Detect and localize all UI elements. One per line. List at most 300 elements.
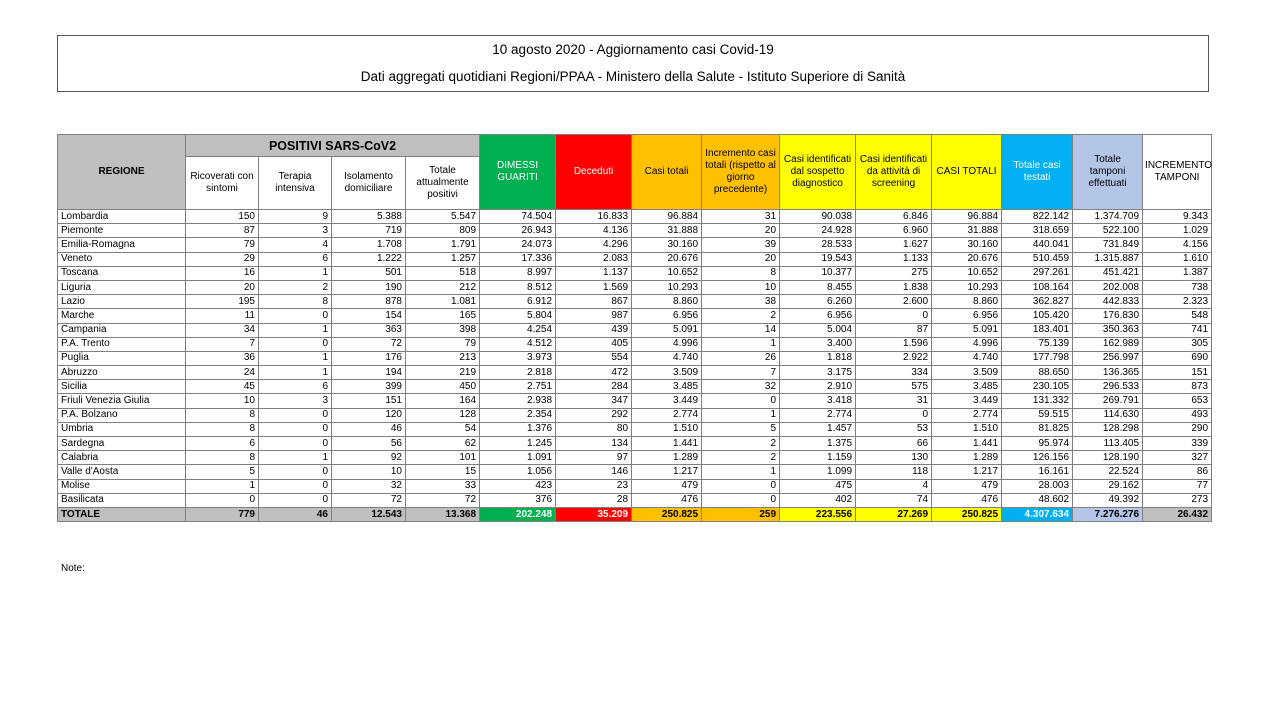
cell-sospetto: 8.455 bbox=[780, 280, 856, 294]
cell-casi-totali-2: 1.289 bbox=[932, 451, 1002, 465]
cell-sospetto: 3.400 bbox=[780, 337, 856, 351]
covid-data-table bbox=[57, 134, 1212, 522]
cell-isolamento: 10 bbox=[332, 465, 406, 479]
cell-incremento-tamponi: 548 bbox=[1143, 309, 1212, 323]
report-header bbox=[57, 35, 1209, 92]
cell-casi-totali: 476 bbox=[632, 493, 702, 507]
cell-terapia: 0 bbox=[259, 493, 332, 507]
cell-ricoverati: 5 bbox=[186, 465, 259, 479]
cell-totale-positivi: 72 bbox=[406, 493, 480, 507]
cell-casi-totali: 4.740 bbox=[632, 351, 702, 365]
total-totale-positivi: 13.368 bbox=[406, 507, 480, 521]
cell-isolamento: 878 bbox=[332, 295, 406, 309]
cell-sospetto: 2.774 bbox=[780, 408, 856, 422]
table-row bbox=[58, 238, 1212, 252]
cell-screening: 1.133 bbox=[856, 252, 932, 266]
cell-testati: 822.142 bbox=[1002, 210, 1073, 224]
total-testati: 4.307.634 bbox=[1002, 507, 1073, 521]
cell-tamponi: 256.997 bbox=[1073, 351, 1143, 365]
header-ricoverati: Ricoverati con sintomi bbox=[186, 157, 259, 210]
cell-incremento-casi: 8 bbox=[702, 266, 780, 280]
cell-casi-totali-2: 6.956 bbox=[932, 309, 1002, 323]
table-row bbox=[58, 493, 1212, 507]
cell-isolamento: 120 bbox=[332, 408, 406, 422]
cell-region: Emilia-Romagna bbox=[58, 238, 186, 252]
cell-casi-totali-2: 1.441 bbox=[932, 437, 1002, 451]
cell-terapia: 1 bbox=[259, 266, 332, 280]
table-row bbox=[58, 366, 1212, 380]
cell-region: Lazio bbox=[58, 295, 186, 309]
cell-isolamento: 363 bbox=[332, 323, 406, 337]
cell-dimessi: 4.254 bbox=[480, 323, 556, 337]
cell-sospetto: 3.175 bbox=[780, 366, 856, 380]
cell-terapia: 0 bbox=[259, 408, 332, 422]
cell-deceduti: 472 bbox=[556, 366, 632, 380]
cell-casi-totali: 4.996 bbox=[632, 337, 702, 351]
cell-casi-totali: 3.449 bbox=[632, 394, 702, 408]
cell-deceduti: 2.083 bbox=[556, 252, 632, 266]
cell-tamponi: 296.533 bbox=[1073, 380, 1143, 394]
cell-casi-totali: 5.091 bbox=[632, 323, 702, 337]
cell-deceduti: 347 bbox=[556, 394, 632, 408]
cell-casi-totali: 10.652 bbox=[632, 266, 702, 280]
cell-incremento-tamponi: 86 bbox=[1143, 465, 1212, 479]
cell-screening: 1.627 bbox=[856, 238, 932, 252]
cell-ricoverati: 16 bbox=[186, 266, 259, 280]
table-row bbox=[58, 280, 1212, 294]
cell-region: Lombardia bbox=[58, 210, 186, 224]
cell-terapia: 6 bbox=[259, 380, 332, 394]
table-row bbox=[58, 351, 1212, 365]
cell-casi-totali: 1.217 bbox=[632, 465, 702, 479]
cell-dimessi: 5.804 bbox=[480, 309, 556, 323]
cell-incremento-tamponi: 1.387 bbox=[1143, 266, 1212, 280]
cell-casi-totali: 10.293 bbox=[632, 280, 702, 294]
cell-casi-totali-2: 8.860 bbox=[932, 295, 1002, 309]
cell-totale-positivi: 54 bbox=[406, 422, 480, 436]
cell-sospetto: 1.457 bbox=[780, 422, 856, 436]
cell-deceduti: 23 bbox=[556, 479, 632, 493]
table-row bbox=[58, 394, 1212, 408]
cell-testati: 362.827 bbox=[1002, 295, 1073, 309]
cell-casi-totali-2: 3.485 bbox=[932, 380, 1002, 394]
cell-testati: 131.332 bbox=[1002, 394, 1073, 408]
cell-screening: 1.838 bbox=[856, 280, 932, 294]
cell-terapia: 0 bbox=[259, 465, 332, 479]
cell-screening: 334 bbox=[856, 366, 932, 380]
cell-totale-positivi: 33 bbox=[406, 479, 480, 493]
cell-isolamento: 5.388 bbox=[332, 210, 406, 224]
cell-isolamento: 46 bbox=[332, 422, 406, 436]
cell-deceduti: 134 bbox=[556, 437, 632, 451]
cell-ricoverati: 11 bbox=[186, 309, 259, 323]
cell-deceduti: 554 bbox=[556, 351, 632, 365]
cell-incremento-tamponi: 151 bbox=[1143, 366, 1212, 380]
cell-screening: 0 bbox=[856, 309, 932, 323]
cell-incremento-tamponi: 873 bbox=[1143, 380, 1212, 394]
cell-dimessi: 376 bbox=[480, 493, 556, 507]
cell-incremento-tamponi: 305 bbox=[1143, 337, 1212, 351]
cell-region: Veneto bbox=[58, 252, 186, 266]
cell-sospetto: 5.004 bbox=[780, 323, 856, 337]
cell-casi-totali: 8.860 bbox=[632, 295, 702, 309]
cell-testati: 28.003 bbox=[1002, 479, 1073, 493]
cell-incremento-casi: 2 bbox=[702, 437, 780, 451]
cell-sospetto: 3.418 bbox=[780, 394, 856, 408]
cell-testati: 108.164 bbox=[1002, 280, 1073, 294]
cell-testati: 16.161 bbox=[1002, 465, 1073, 479]
cell-terapia: 0 bbox=[259, 337, 332, 351]
cell-tamponi: 731.849 bbox=[1073, 238, 1143, 252]
cell-screening: 118 bbox=[856, 465, 932, 479]
cell-region: Campania bbox=[58, 323, 186, 337]
cell-incremento-tamponi: 1.610 bbox=[1143, 252, 1212, 266]
total-casi-totali: 250.825 bbox=[632, 507, 702, 521]
cell-terapia: 0 bbox=[259, 422, 332, 436]
header-dimessi: DIMESSI GUARITI bbox=[480, 135, 556, 210]
header-incremento-tamponi: INCREMENTO TAMPONI bbox=[1143, 135, 1212, 210]
total-sospetto: 223.556 bbox=[780, 507, 856, 521]
cell-terapia: 6 bbox=[259, 252, 332, 266]
cell-isolamento: 1.708 bbox=[332, 238, 406, 252]
report-title: 10 agosto 2020 - Aggiornamento casi Covid-19 bbox=[492, 42, 774, 57]
cell-deceduti: 80 bbox=[556, 422, 632, 436]
cell-casi-totali: 3.509 bbox=[632, 366, 702, 380]
cell-testati: 230.105 bbox=[1002, 380, 1073, 394]
cell-ricoverati: 8 bbox=[186, 422, 259, 436]
cell-casi-totali: 6.956 bbox=[632, 309, 702, 323]
cell-screening: 6.846 bbox=[856, 210, 932, 224]
cell-totale-positivi: 101 bbox=[406, 451, 480, 465]
table-row bbox=[58, 451, 1212, 465]
cell-casi-totali-2: 30.160 bbox=[932, 238, 1002, 252]
cell-terapia: 0 bbox=[259, 437, 332, 451]
cell-casi-totali-2: 96.884 bbox=[932, 210, 1002, 224]
cell-casi-totali-2: 4.740 bbox=[932, 351, 1002, 365]
cell-tamponi: 114.630 bbox=[1073, 408, 1143, 422]
cell-totale-positivi: 213 bbox=[406, 351, 480, 365]
cell-ricoverati: 20 bbox=[186, 280, 259, 294]
header-testati: Totale casi testati bbox=[1002, 135, 1073, 210]
cell-dimessi: 2.354 bbox=[480, 408, 556, 422]
cell-sospetto: 24.928 bbox=[780, 224, 856, 238]
cell-dimessi: 6.912 bbox=[480, 295, 556, 309]
total-region: TOTALE bbox=[58, 507, 186, 521]
cell-totale-positivi: 809 bbox=[406, 224, 480, 238]
cell-casi-totali: 479 bbox=[632, 479, 702, 493]
cell-incremento-tamponi: 339 bbox=[1143, 437, 1212, 451]
cell-casi-totali: 31.888 bbox=[632, 224, 702, 238]
total-casi-totali-2: 250.825 bbox=[932, 507, 1002, 521]
cell-ricoverati: 150 bbox=[186, 210, 259, 224]
cell-casi-totali: 1.289 bbox=[632, 451, 702, 465]
cell-casi-totali-2: 20.676 bbox=[932, 252, 1002, 266]
cell-dimessi: 3.973 bbox=[480, 351, 556, 365]
cell-totale-positivi: 1.791 bbox=[406, 238, 480, 252]
cell-incremento-casi: 1 bbox=[702, 337, 780, 351]
cell-incremento-casi: 2 bbox=[702, 309, 780, 323]
table-row bbox=[58, 295, 1212, 309]
cell-tamponi: 136.365 bbox=[1073, 366, 1143, 380]
cell-region: Basilicata bbox=[58, 493, 186, 507]
total-dimessi: 202.248 bbox=[480, 507, 556, 521]
cell-incremento-tamponi: 273 bbox=[1143, 493, 1212, 507]
cell-deceduti: 146 bbox=[556, 465, 632, 479]
cell-sospetto: 19.543 bbox=[780, 252, 856, 266]
cell-casi-totali-2: 4.996 bbox=[932, 337, 1002, 351]
cell-deceduti: 1.137 bbox=[556, 266, 632, 280]
cell-tamponi: 176.830 bbox=[1073, 309, 1143, 323]
cell-testati: 88.650 bbox=[1002, 366, 1073, 380]
table-row bbox=[58, 380, 1212, 394]
cell-terapia: 4 bbox=[259, 238, 332, 252]
cell-testati: 95.974 bbox=[1002, 437, 1073, 451]
cell-sospetto: 402 bbox=[780, 493, 856, 507]
table-row bbox=[58, 210, 1212, 224]
cell-testati: 81.825 bbox=[1002, 422, 1073, 436]
cell-casi-totali-2: 3.509 bbox=[932, 366, 1002, 380]
cell-incremento-casi: 38 bbox=[702, 295, 780, 309]
cell-incremento-casi: 1 bbox=[702, 465, 780, 479]
report-subtitle: Dati aggregati quotidiani Regioni/PPAA - Ministero della Salute - Istituto Superiore di Sanità bbox=[360, 69, 906, 84]
cell-tamponi: 442.833 bbox=[1073, 295, 1143, 309]
cell-totale-positivi: 212 bbox=[406, 280, 480, 294]
table-row bbox=[58, 422, 1212, 436]
cell-screening: 2.600 bbox=[856, 295, 932, 309]
cell-incremento-casi: 20 bbox=[702, 252, 780, 266]
cell-incremento-casi: 1 bbox=[702, 408, 780, 422]
cell-incremento-tamponi: 290 bbox=[1143, 422, 1212, 436]
cell-dimessi: 423 bbox=[480, 479, 556, 493]
cell-deceduti: 292 bbox=[556, 408, 632, 422]
cell-incremento-tamponi: 741 bbox=[1143, 323, 1212, 337]
cell-tamponi: 22.524 bbox=[1073, 465, 1143, 479]
cell-testati: 318.659 bbox=[1002, 224, 1073, 238]
cell-incremento-casi: 2 bbox=[702, 451, 780, 465]
cell-totale-positivi: 165 bbox=[406, 309, 480, 323]
total-ricoverati: 779 bbox=[186, 507, 259, 521]
cell-ricoverati: 195 bbox=[186, 295, 259, 309]
cell-region: Umbria bbox=[58, 422, 186, 436]
cell-tamponi: 202.008 bbox=[1073, 280, 1143, 294]
cell-ricoverati: 7 bbox=[186, 337, 259, 351]
cell-region: Abruzzo bbox=[58, 366, 186, 380]
cell-sospetto: 6.956 bbox=[780, 309, 856, 323]
cell-screening: 31 bbox=[856, 394, 932, 408]
table-row bbox=[58, 323, 1212, 337]
cell-tamponi: 1.374.709 bbox=[1073, 210, 1143, 224]
cell-deceduti: 97 bbox=[556, 451, 632, 465]
cell-dimessi: 8.997 bbox=[480, 266, 556, 280]
cell-casi-totali-2: 476 bbox=[932, 493, 1002, 507]
header-deceduti: Deceduti bbox=[556, 135, 632, 210]
table-body bbox=[58, 210, 1212, 522]
cell-incremento-casi: 0 bbox=[702, 493, 780, 507]
cell-dimessi: 8.512 bbox=[480, 280, 556, 294]
cell-isolamento: 399 bbox=[332, 380, 406, 394]
cell-incremento-casi: 20 bbox=[702, 224, 780, 238]
cell-deceduti: 439 bbox=[556, 323, 632, 337]
cell-ricoverati: 24 bbox=[186, 366, 259, 380]
header-positivi-group: POSITIVI SARS-CoV2 bbox=[186, 135, 480, 157]
cell-ricoverati: 0 bbox=[186, 493, 259, 507]
cell-totale-positivi: 62 bbox=[406, 437, 480, 451]
header-tamponi: Totale tamponi effettuati bbox=[1073, 135, 1143, 210]
cell-totale-positivi: 5.547 bbox=[406, 210, 480, 224]
cell-ricoverati: 34 bbox=[186, 323, 259, 337]
cell-incremento-casi: 14 bbox=[702, 323, 780, 337]
cell-sospetto: 1.818 bbox=[780, 351, 856, 365]
cell-terapia: 1 bbox=[259, 451, 332, 465]
cell-dimessi: 2.938 bbox=[480, 394, 556, 408]
cell-region: Puglia bbox=[58, 351, 186, 365]
cell-region: Marche bbox=[58, 309, 186, 323]
header-isolamento: Isolamento domiciliare bbox=[332, 157, 406, 210]
cell-dimessi: 1.056 bbox=[480, 465, 556, 479]
cell-deceduti: 284 bbox=[556, 380, 632, 394]
cell-incremento-tamponi: 9.343 bbox=[1143, 210, 1212, 224]
total-terapia: 46 bbox=[259, 507, 332, 521]
cell-tamponi: 162.989 bbox=[1073, 337, 1143, 351]
total-screening: 27.269 bbox=[856, 507, 932, 521]
cell-casi-totali-2: 2.774 bbox=[932, 408, 1002, 422]
total-isolamento: 12.543 bbox=[332, 507, 406, 521]
header-incremento-casi: Incremento casi totali (rispetto al giorno precedente) bbox=[702, 135, 780, 210]
cell-incremento-tamponi: 327 bbox=[1143, 451, 1212, 465]
cell-incremento-casi: 26 bbox=[702, 351, 780, 365]
cell-sospetto: 6.260 bbox=[780, 295, 856, 309]
cell-totale-positivi: 1.081 bbox=[406, 295, 480, 309]
cell-casi-totali: 3.485 bbox=[632, 380, 702, 394]
cell-incremento-tamponi: 690 bbox=[1143, 351, 1212, 365]
cell-screening: 2.922 bbox=[856, 351, 932, 365]
header-casi-totali: Casi totali bbox=[632, 135, 702, 210]
cell-casi-totali-2: 10.652 bbox=[932, 266, 1002, 280]
cell-casi-totali-2: 31.888 bbox=[932, 224, 1002, 238]
cell-sospetto: 1.159 bbox=[780, 451, 856, 465]
table-row bbox=[58, 479, 1212, 493]
header-terapia: Terapia intensiva bbox=[259, 157, 332, 210]
cell-deceduti: 4.136 bbox=[556, 224, 632, 238]
table-row bbox=[58, 408, 1212, 422]
header-regione: REGIONE bbox=[58, 135, 186, 210]
cell-incremento-tamponi: 653 bbox=[1143, 394, 1212, 408]
cell-casi-totali: 1.510 bbox=[632, 422, 702, 436]
cell-incremento-casi: 0 bbox=[702, 479, 780, 493]
cell-tamponi: 522.100 bbox=[1073, 224, 1143, 238]
cell-deceduti: 987 bbox=[556, 309, 632, 323]
table-row bbox=[58, 465, 1212, 479]
cell-sospetto: 1.375 bbox=[780, 437, 856, 451]
cell-casi-totali: 20.676 bbox=[632, 252, 702, 266]
cell-terapia: 1 bbox=[259, 366, 332, 380]
cell-incremento-tamponi: 4.156 bbox=[1143, 238, 1212, 252]
cell-testati: 440.041 bbox=[1002, 238, 1073, 252]
cell-casi-totali: 96.884 bbox=[632, 210, 702, 224]
table-row bbox=[58, 437, 1212, 451]
total-deceduti: 35.209 bbox=[556, 507, 632, 521]
cell-testati: 48.602 bbox=[1002, 493, 1073, 507]
cell-deceduti: 16.833 bbox=[556, 210, 632, 224]
table-row bbox=[58, 337, 1212, 351]
cell-dimessi: 24.073 bbox=[480, 238, 556, 252]
cell-casi-totali-2: 479 bbox=[932, 479, 1002, 493]
cell-totale-positivi: 79 bbox=[406, 337, 480, 351]
cell-isolamento: 194 bbox=[332, 366, 406, 380]
cell-totale-positivi: 518 bbox=[406, 266, 480, 280]
cell-tamponi: 269.791 bbox=[1073, 394, 1143, 408]
cell-ricoverati: 87 bbox=[186, 224, 259, 238]
cell-sospetto: 475 bbox=[780, 479, 856, 493]
cell-screening: 4 bbox=[856, 479, 932, 493]
cell-totale-positivi: 164 bbox=[406, 394, 480, 408]
cell-ricoverati: 6 bbox=[186, 437, 259, 451]
cell-region: P.A. Trento bbox=[58, 337, 186, 351]
header-totale-positivi: Totale attualmente positivi bbox=[406, 157, 480, 210]
cell-region: Liguria bbox=[58, 280, 186, 294]
cell-screening: 575 bbox=[856, 380, 932, 394]
cell-tamponi: 350.363 bbox=[1073, 323, 1143, 337]
cell-terapia: 0 bbox=[259, 309, 332, 323]
cell-isolamento: 1.222 bbox=[332, 252, 406, 266]
header-screening: Casi identificati da attività di screening bbox=[856, 135, 932, 210]
cell-dimessi: 1.091 bbox=[480, 451, 556, 465]
cell-isolamento: 151 bbox=[332, 394, 406, 408]
cell-region: Toscana bbox=[58, 266, 186, 280]
cell-tamponi: 113.405 bbox=[1073, 437, 1143, 451]
cell-sospetto: 2.910 bbox=[780, 380, 856, 394]
note-label: Note: bbox=[61, 563, 85, 574]
cell-testati: 126.156 bbox=[1002, 451, 1073, 465]
cell-isolamento: 32 bbox=[332, 479, 406, 493]
cell-ricoverati: 8 bbox=[186, 408, 259, 422]
header-sospetto: Casi identificati dal sospetto diagnostico bbox=[780, 135, 856, 210]
cell-incremento-casi: 10 bbox=[702, 280, 780, 294]
cell-sospetto: 10.377 bbox=[780, 266, 856, 280]
cell-ricoverati: 8 bbox=[186, 451, 259, 465]
cell-ricoverati: 79 bbox=[186, 238, 259, 252]
cell-tamponi: 128.298 bbox=[1073, 422, 1143, 436]
cell-terapia: 3 bbox=[259, 224, 332, 238]
cell-screening: 0 bbox=[856, 408, 932, 422]
cell-incremento-tamponi: 738 bbox=[1143, 280, 1212, 294]
cell-screening: 130 bbox=[856, 451, 932, 465]
cell-region: Molise bbox=[58, 479, 186, 493]
cell-screening: 6.960 bbox=[856, 224, 932, 238]
cell-isolamento: 56 bbox=[332, 437, 406, 451]
cell-incremento-tamponi: 493 bbox=[1143, 408, 1212, 422]
cell-incremento-tamponi: 1.029 bbox=[1143, 224, 1212, 238]
table-row bbox=[58, 309, 1212, 323]
cell-casi-totali: 1.441 bbox=[632, 437, 702, 451]
cell-tamponi: 451.421 bbox=[1073, 266, 1143, 280]
cell-tamponi: 1.315.887 bbox=[1073, 252, 1143, 266]
cell-isolamento: 154 bbox=[332, 309, 406, 323]
cell-region: Friuli Venezia Giulia bbox=[58, 394, 186, 408]
cell-dimessi: 17.336 bbox=[480, 252, 556, 266]
cell-dimessi: 2.751 bbox=[480, 380, 556, 394]
table-row bbox=[58, 224, 1212, 238]
cell-isolamento: 501 bbox=[332, 266, 406, 280]
cell-casi-totali: 30.160 bbox=[632, 238, 702, 252]
cell-terapia: 1 bbox=[259, 351, 332, 365]
cell-totale-positivi: 398 bbox=[406, 323, 480, 337]
cell-terapia: 8 bbox=[259, 295, 332, 309]
cell-totale-positivi: 450 bbox=[406, 380, 480, 394]
cell-region: Valle d'Aosta bbox=[58, 465, 186, 479]
cell-testati: 297.261 bbox=[1002, 266, 1073, 280]
cell-ricoverati: 29 bbox=[186, 252, 259, 266]
